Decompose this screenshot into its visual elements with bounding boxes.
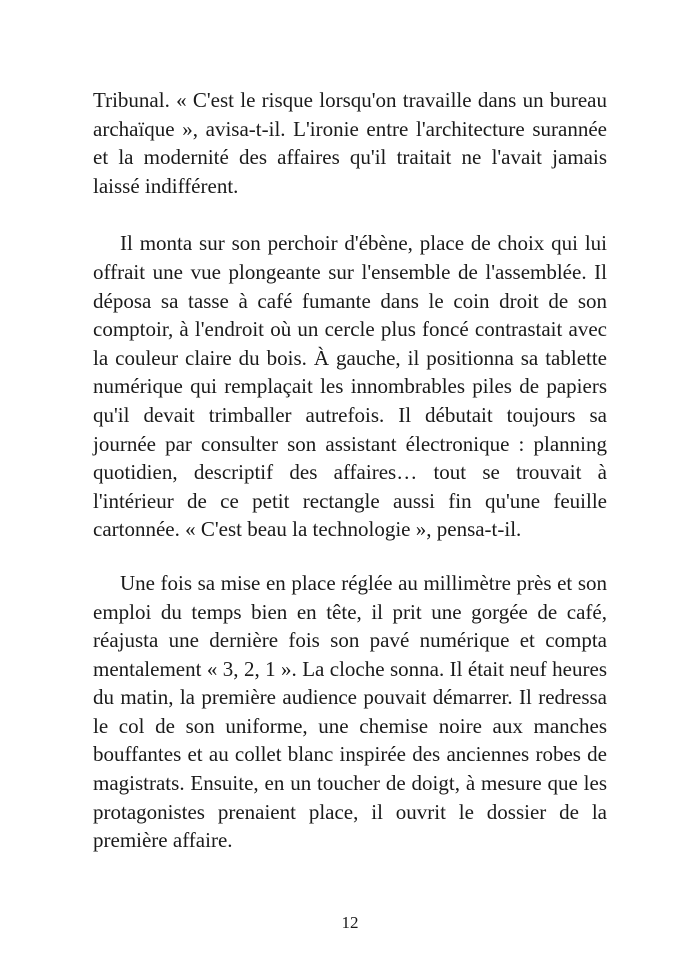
text-line: réajusta une dernière fois son pavé numérique et compta — [93, 628, 607, 653]
text-line: première affaire. — [93, 828, 233, 853]
text-line: laissé indifférent. — [93, 173, 239, 198]
text-line: magistrats. Ensuite, en un toucher de doigt, à mesure que les — [93, 771, 607, 796]
text-line: mentalement « 3, 2, 1 ». La cloche sonna. Il était neuf heures — [93, 656, 607, 681]
text-line: emploi du temps bien en tête, il prit une gorgée de café, — [93, 599, 607, 624]
text-line: déposa sa tasse à café fumante dans le coin droit de son — [93, 288, 607, 313]
text-line: qu'il devait trimballer autrefois. Il débutait toujours sa — [93, 402, 607, 427]
text-line: comptoir, à l'endroit où un cercle plus foncé contrastait avec — [93, 317, 607, 342]
text-line: bouffantes et au collet blanc inspirée des anciennes robes de — [93, 742, 607, 767]
text-line: Tribunal. « C'est le risque lorsqu'on travaille dans un bureau — [93, 88, 607, 112]
text-line: le col de son uniforme, une chemise noire aux manches — [93, 713, 607, 738]
paragraph — [93, 569, 607, 855]
text-line: Une fois sa mise en place réglée au millimètre près et son — [120, 570, 607, 595]
text-line: cartonnée. « C'est beau la technologie », pensa-t-il. — [93, 517, 522, 542]
text-line: archaïque », avisa-t-il. L'ironie entre l'architecture surannée — [93, 116, 607, 141]
body-text — [93, 86, 607, 855]
text-line: quotidien, descriptif des affaires… tout se trouvait à — [93, 460, 607, 485]
text-line: et la modernité des affaires qu'il traitait ne l'avait jamais — [93, 145, 607, 170]
text-line: Il monta sur son perchoir d'ébène, place de choix qui lui — [120, 231, 607, 256]
text-line: numérique qui remplaçait les innombrables piles de papiers — [93, 374, 607, 399]
paragraph — [93, 229, 607, 544]
text-line: du matin, la première audience pouvait démarrer. Il redressa — [93, 685, 607, 710]
text-line: offrait une vue plongeante sur l'ensemble de l'assemblée. Il — [93, 259, 607, 284]
text-line: journée par consulter son assistant électronique : planning — [93, 431, 607, 456]
paragraph — [93, 86, 607, 200]
text-line: l'intérieur de ce petit rectangle aussi fin qu'une feuille — [93, 488, 607, 513]
page-number: 12 — [341, 913, 359, 932]
text-line: protagonistes prenaient place, il ouvrit le dossier de la — [93, 799, 607, 824]
text-line: la couleur claire du bois. À gauche, il positionna sa tablette — [93, 345, 607, 370]
